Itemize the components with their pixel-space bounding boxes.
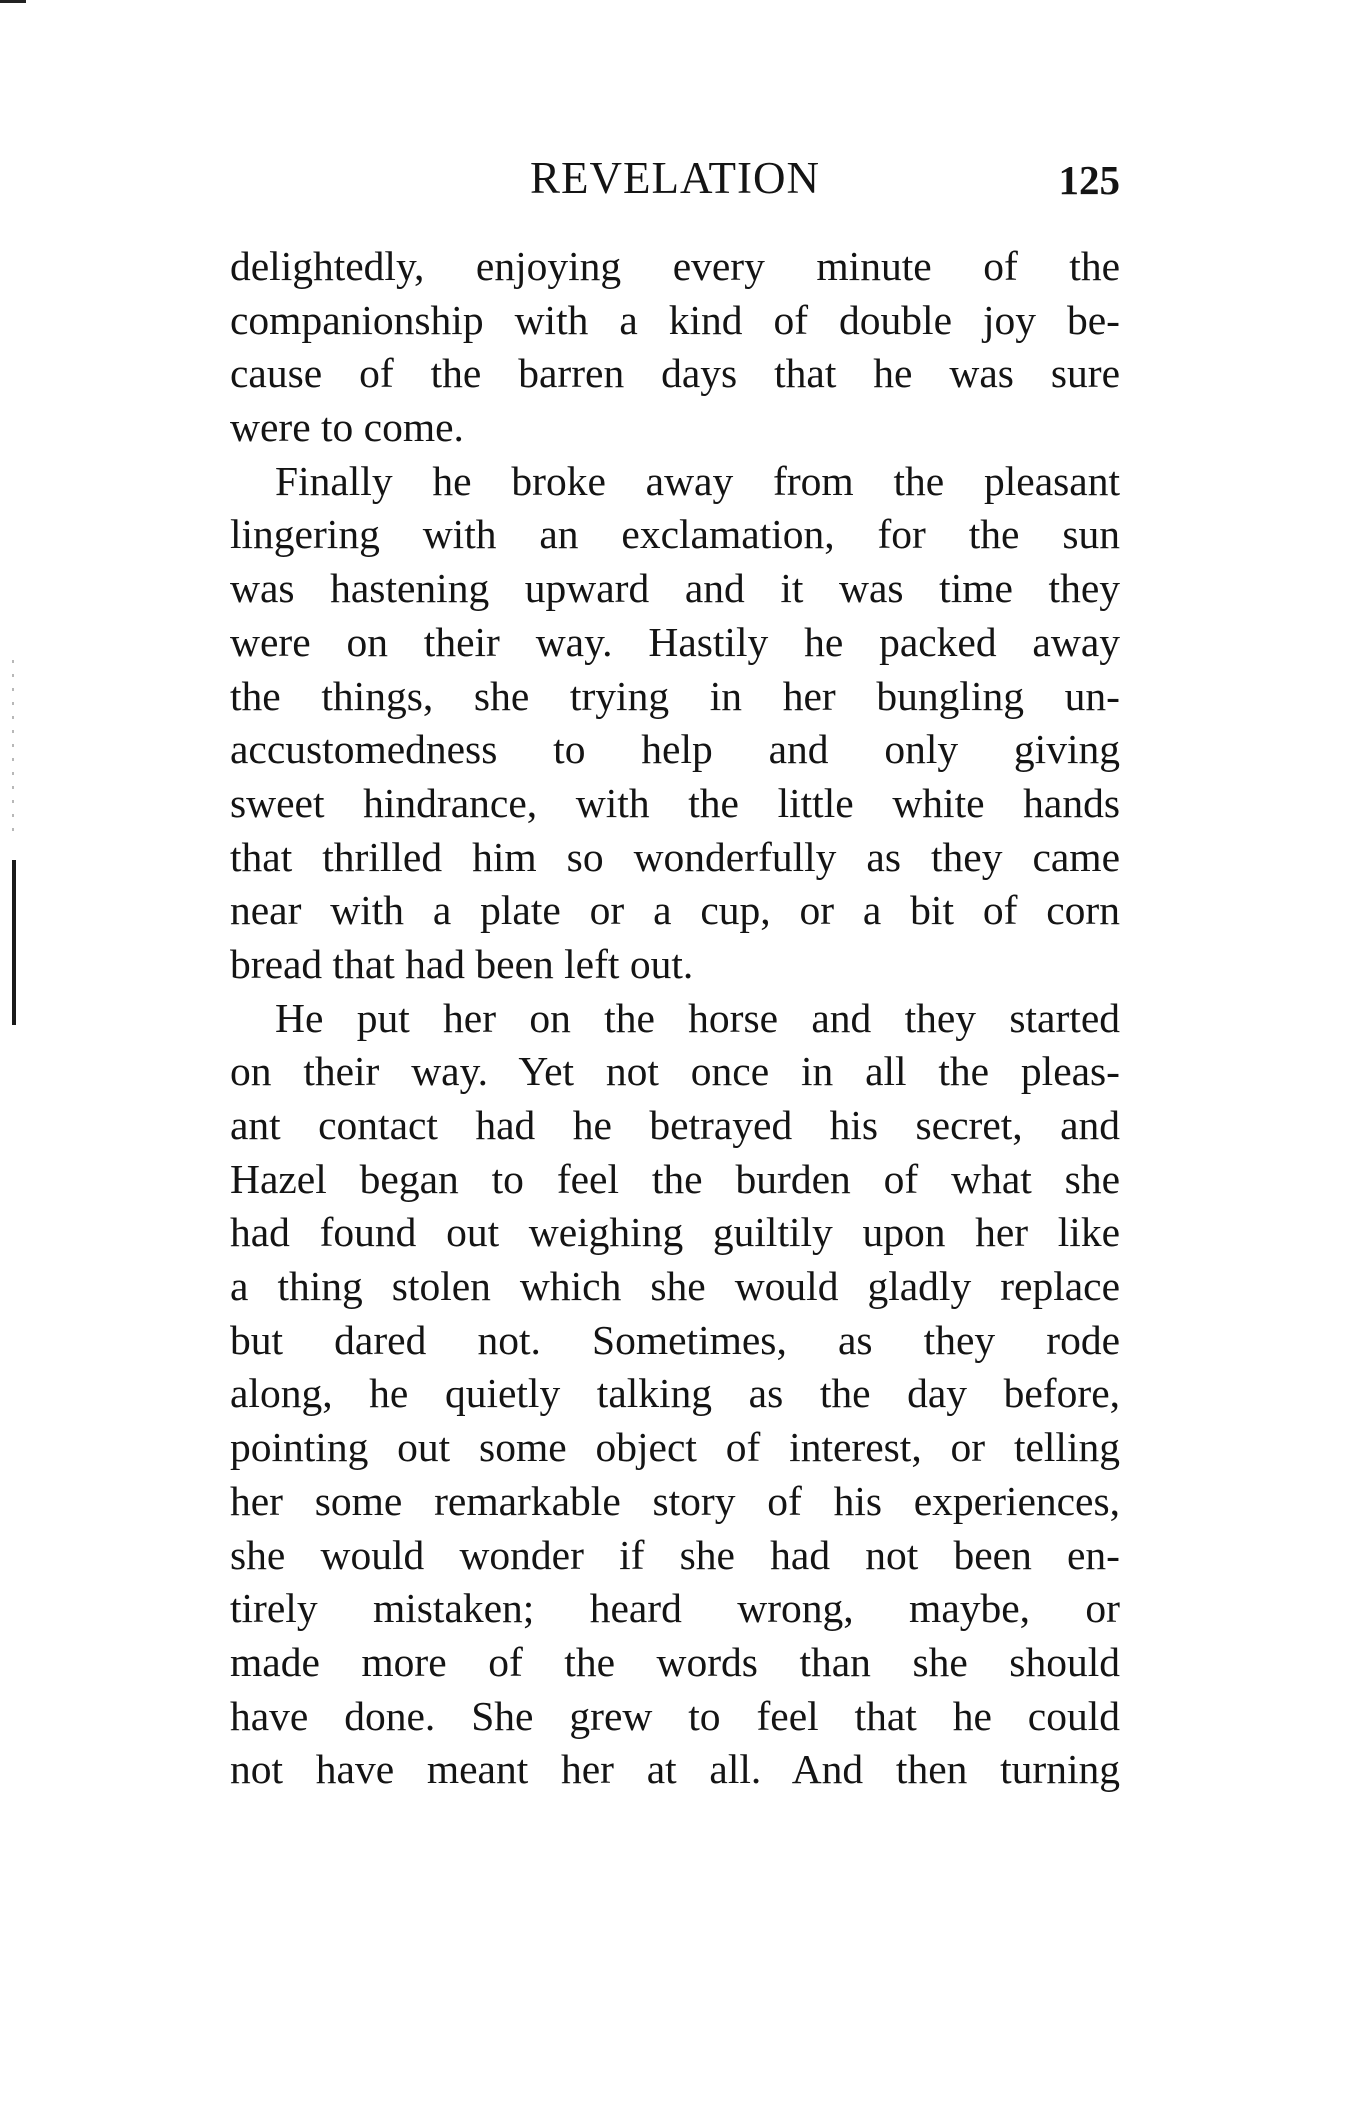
scan-margin-dots bbox=[12, 660, 14, 840]
text-line: made more of the words than she should bbox=[230, 1638, 1120, 1685]
text-line: were on their way. Hastily he packed away bbox=[230, 618, 1120, 665]
text-line: companionship with a kind of double joy be- bbox=[230, 296, 1120, 343]
text-line: pointing out some object of interest, or telling bbox=[230, 1424, 1120, 1471]
text-line: ant contact had he betrayed his secret, and bbox=[230, 1102, 1120, 1148]
text-line: cause of the barren days that he was sure bbox=[230, 350, 1120, 397]
running-head bbox=[230, 148, 1120, 208]
text-line: but dared not. Sometimes, as they rode bbox=[230, 1316, 1120, 1363]
page-number: 125 bbox=[1058, 157, 1120, 203]
text-line: have done. She grew to feel that he could bbox=[230, 1692, 1120, 1739]
text-line: the things, she trying in her bungling un- bbox=[230, 672, 1120, 719]
text-line: were to come. bbox=[230, 404, 464, 451]
text-line: her some remarkable story of his experiences, bbox=[230, 1477, 1120, 1524]
text-line: along, he quietly talking as the day before, bbox=[230, 1370, 1120, 1417]
text-line: not have meant her at all. And then turning bbox=[230, 1746, 1120, 1793]
body-text bbox=[230, 240, 1120, 1797]
text-line: had found out weighing guiltily upon her like bbox=[230, 1209, 1120, 1256]
text-line: tirely mistaken; heard wrong, maybe, or bbox=[230, 1585, 1120, 1632]
text-line: a thing stolen which she would gladly replace bbox=[230, 1263, 1120, 1310]
text-line: that thrilled him so wonderfully as they came bbox=[230, 833, 1120, 880]
text-line: on their way. Yet not once in all the pleas- bbox=[230, 1048, 1120, 1095]
text-line: Finally he broke away from the pleasant bbox=[275, 457, 1120, 504]
text-line: near with a plate or a cup, or a bit of corn bbox=[230, 887, 1120, 934]
text-line: bread that had been left out. bbox=[230, 940, 694, 987]
text-line: she would wonder if she had not been en- bbox=[230, 1531, 1120, 1578]
text-line: lingering with an exclamation, for the sun bbox=[230, 511, 1120, 558]
text-line: was hastening upward and it was time they bbox=[230, 565, 1120, 612]
scan-margin-line bbox=[12, 860, 16, 1025]
text-line: sweet hindrance, with the little white hands bbox=[230, 779, 1120, 826]
text-line: He put her on the horse and they started bbox=[275, 994, 1120, 1041]
text-line: delightedly, enjoying every minute of the bbox=[230, 243, 1120, 289]
text-line: Hazel began to feel the burden of what she bbox=[230, 1155, 1120, 1202]
text-line: accustomedness to help and only giving bbox=[230, 726, 1120, 773]
chapter-title: REVELATION bbox=[530, 153, 820, 203]
scan-corner-mark bbox=[0, 0, 26, 3]
